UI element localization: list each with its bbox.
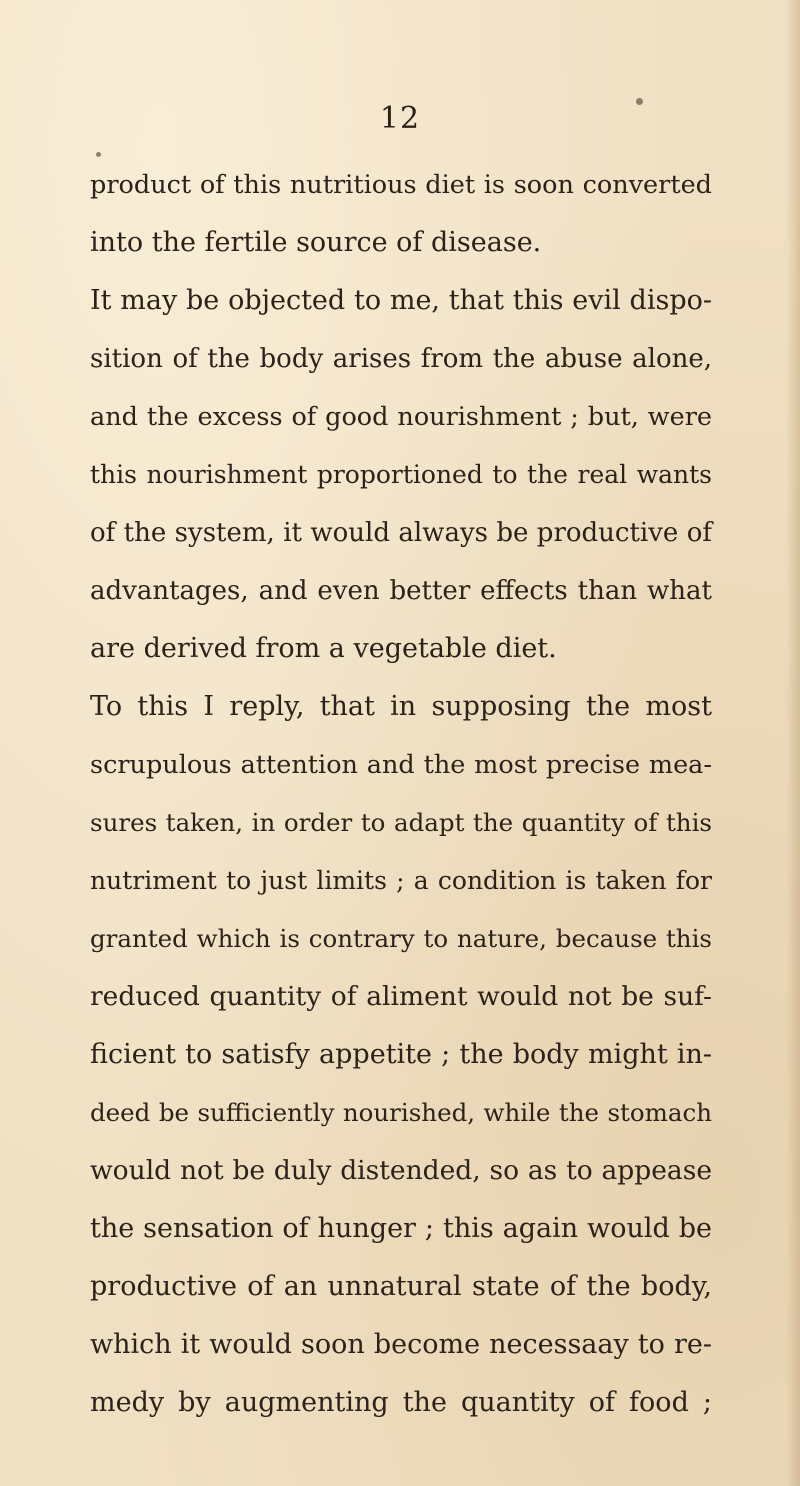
text-line: this nourishment proportioned to the real wants	[90, 460, 712, 489]
text-line: ficient to satisfy appetite ; the body might in-	[90, 1039, 712, 1070]
text-line: sures taken, in order to adapt the quantity of this	[90, 808, 712, 837]
text-line: productive of an unnatural state of the body,	[90, 1271, 712, 1302]
text-line: of the system, it would always be productive of	[90, 518, 712, 548]
text-line: which it would soon become necessaay to re-	[90, 1329, 712, 1360]
text-line: would not be duly distended, so as to appease	[90, 1155, 712, 1186]
text-line: scrupulous attention and the most precise mea-	[90, 750, 712, 780]
text-line: It may be objected to me, that this evil dispo-	[90, 285, 712, 316]
text-line: and the excess of good nourishment ; but, were	[90, 402, 712, 432]
text-line: deed be sufficiently nourished, while the stomach	[90, 1098, 712, 1127]
body-text	[90, 168, 712, 1444]
text-line: sition of the body arises from the abuse alone,	[90, 344, 712, 374]
page-edge-shadow	[786, 0, 800, 1486]
text-line: granted which is contrary to nature, because this	[90, 924, 712, 953]
text-line: into the fertile source of disease.	[90, 227, 542, 258]
text-line: advantages, and even better effects than what	[90, 576, 712, 606]
text-line: medy by augmenting the quantity of food ;	[90, 1387, 712, 1418]
text-line: reduced quantity of aliment would not be suf-	[90, 981, 712, 1012]
page-number: 12	[379, 101, 421, 136]
text-line: nutriment to just limits ; a condition is taken for	[90, 866, 712, 895]
text-line: are derived from a vegetable diet.	[90, 633, 557, 664]
text-line: the sensation of hunger ; this again would be	[90, 1213, 712, 1244]
text-line: product of this nutritious diet is soon converted	[90, 170, 712, 200]
ink-speck	[96, 152, 101, 157]
text-line: To this I reply, that in supposing the most	[90, 691, 712, 722]
